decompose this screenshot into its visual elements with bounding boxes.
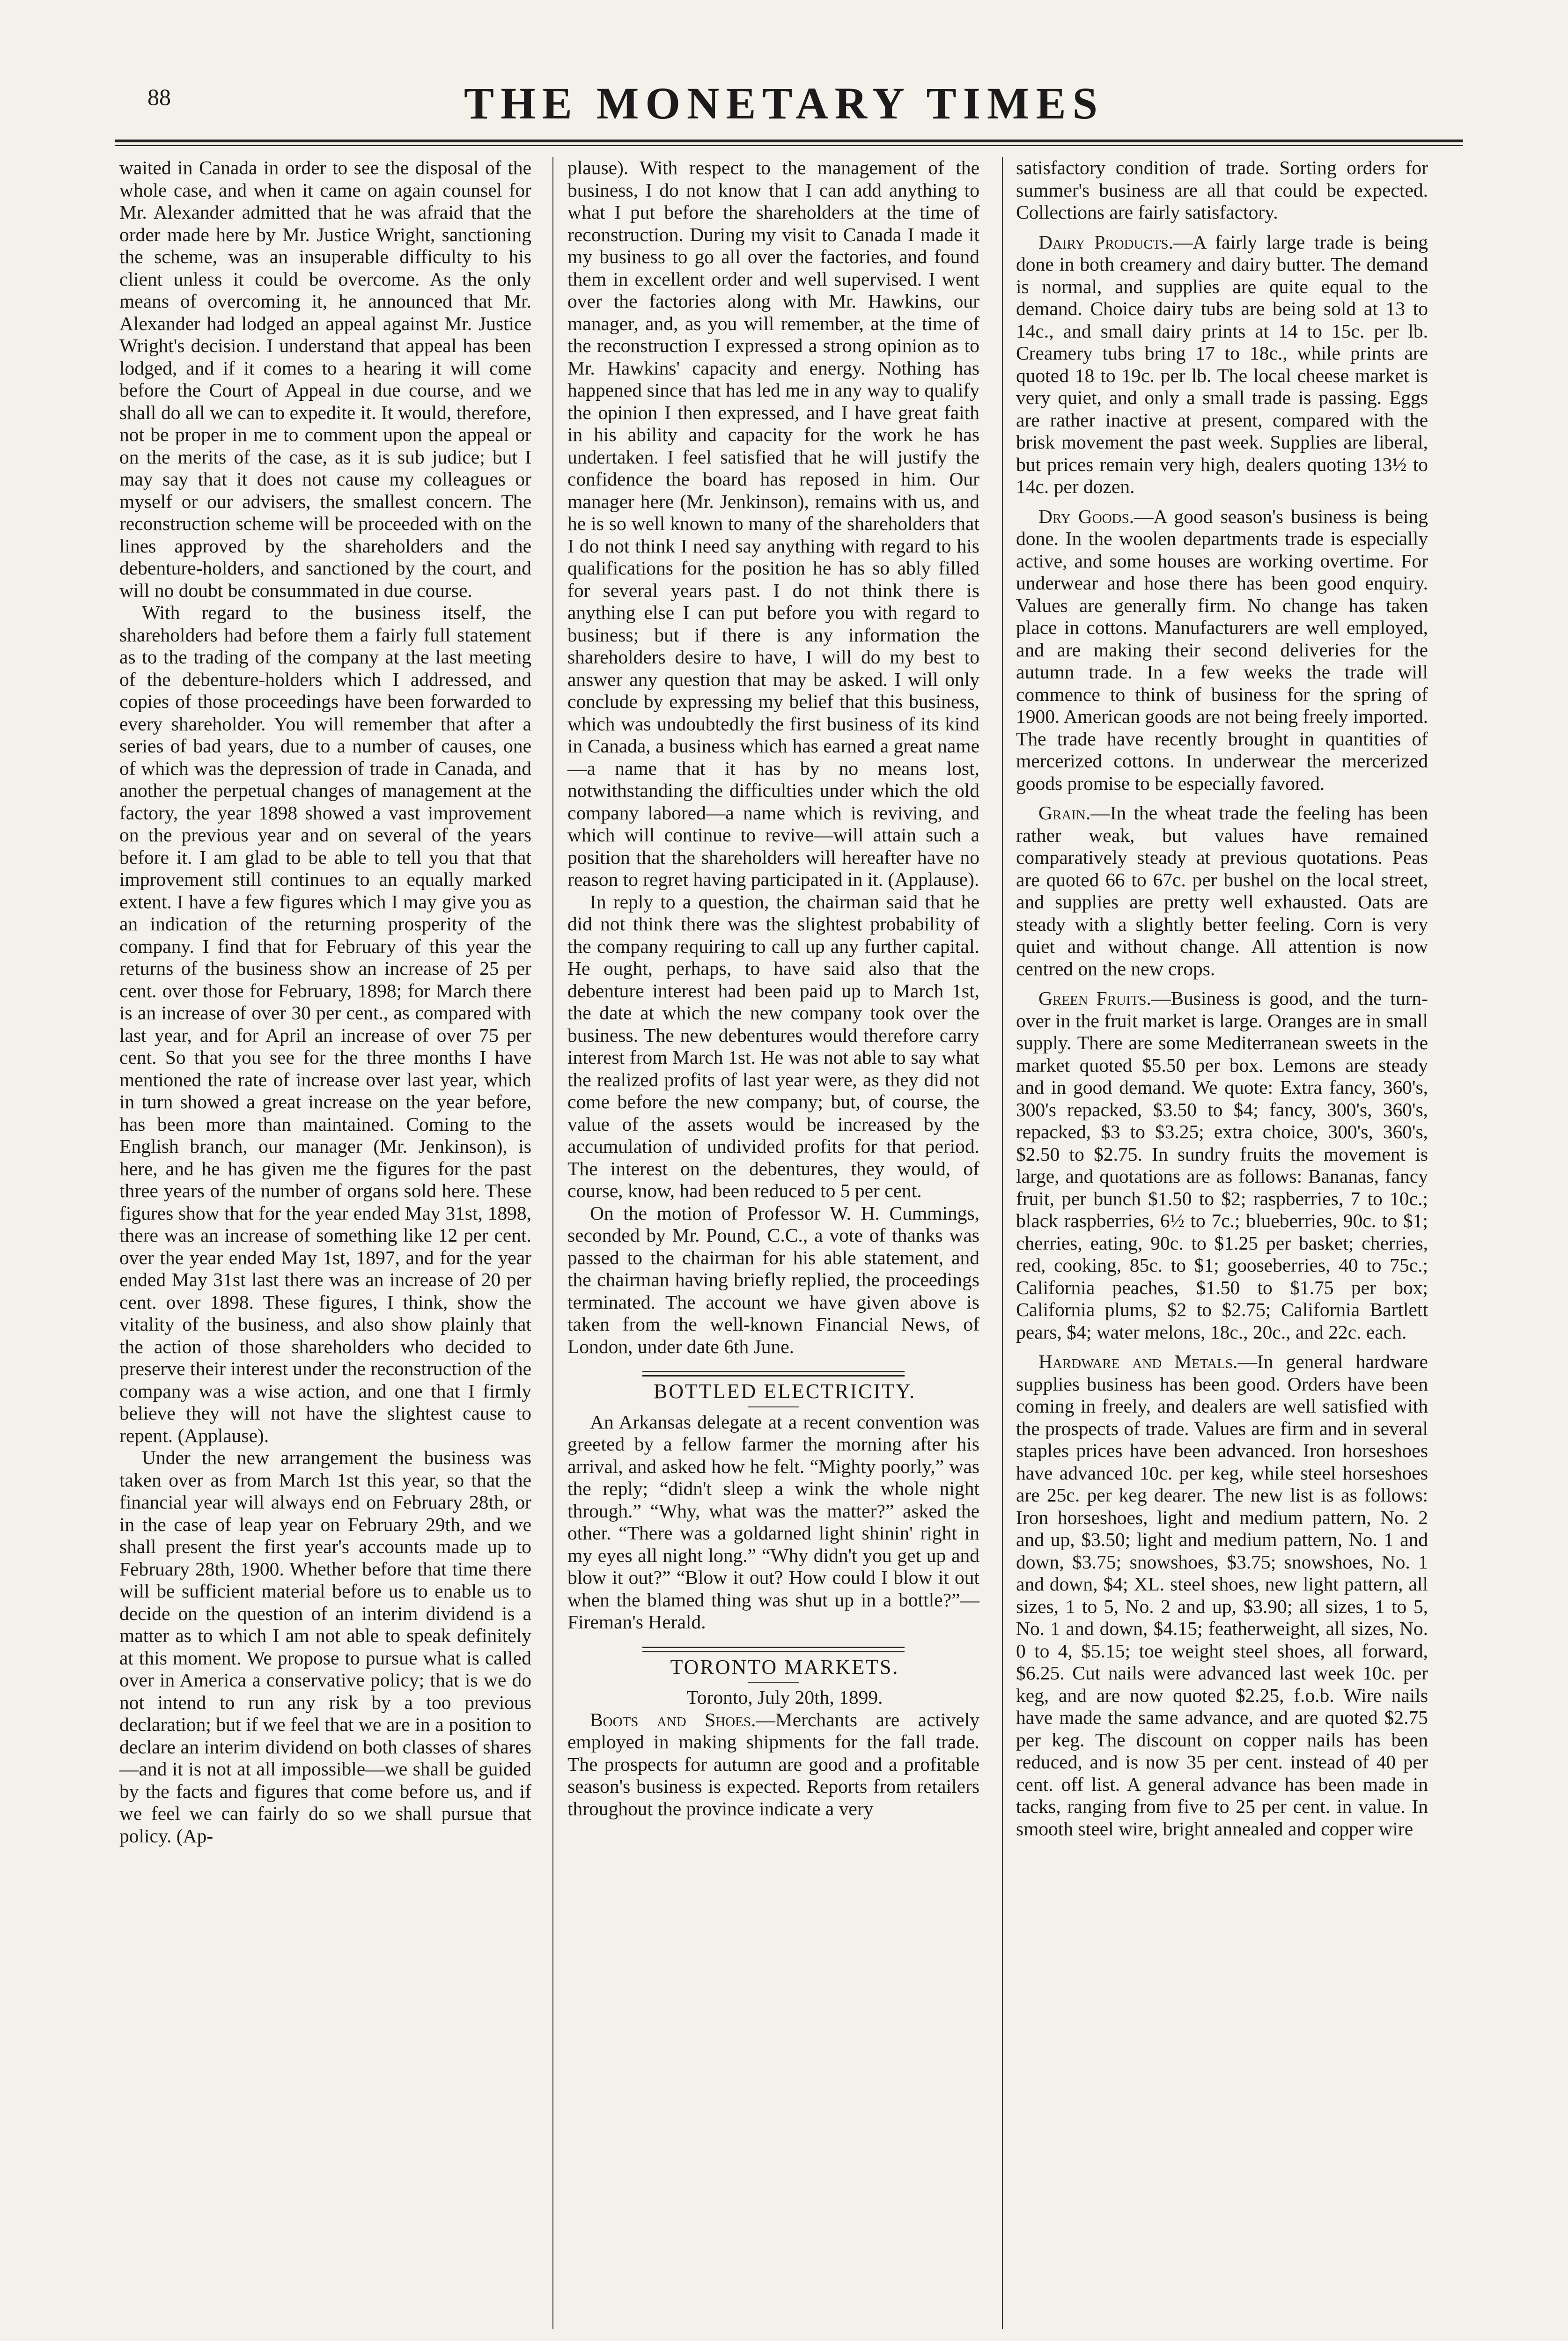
section-text: —In the wheat trade the feeling has been rather weak, but values have remained comparatively steady at previous quotations. Peas are quoted 66 to 67c. per bushel on the local street, and supplies are pretty well exhausted. Oats are steady with a slightly better feeling. Corn is very quiet and without change. All attention is now centred on the new crops. — [1016, 802, 1428, 979]
section-label: Dry Goods. — [1038, 505, 1134, 527]
section-text: —Merchants are actively employed in making shipments for the fall trade. The prospects for autumn are good and a profitable season's business is expected. Reports from retailers throughout the province indicate a very — [567, 1708, 979, 1819]
paragraph — [1016, 231, 1428, 498]
column-2 — [567, 157, 979, 1820]
paragraph: satisfactory condition of trade. Sorting orders for summer's business are all that could be expected. Collections are fairly satisfactory. — [1016, 157, 1428, 223]
section-label: Dairy Products. — [1038, 231, 1174, 253]
paragraph: With regard to the business itself, the shareholders had before them a fairly full statement as to the trading of the company at the last meeting of the debenture-holders which I addressed, and copies of those proceedings have been forwarded to every shareholder. You will remember that after a series of bad years, due to a number of causes, one of which was the depression of trade in Canada, and another the perpetual changes of management at the factory, the year 1898 showed a vast improvement on the previous year and on several of the years before it. I am glad to be able to tell you that that improvement still continues to an equally marked extent. I have a few figures which I may give you as an indication of the returning prosperity of the company. I find that for February of this year the returns of the business show an increase of 25 per cent. over those for February, 1898; for March there is an increase of over 30 per cent., as compared with last year, and for April an increase of over 75 per cent. So that you see for the three months I have mentioned the rate of increase over last year, which in turn showed a great increase on the year before, has been more than maintained. Coming to the English branch, our manager (Mr. Jenkinson), is here, and he has given me the figures for the past three years of the number of organs sold here. These figures show that for the year ended May 31st, 1898, there was an increase of something like 12 per cent. over the year ended May 1st, 1897, and for the year ended May 31st last there was an increase of 20 per cent. over 1898. These figures, I think, show the vitality of the business, and also show plainly that the action of those shareholders who decided to preserve their interest under the reconstruction of the company was a wise action, and one that I firmly believe they will not have the slightest cause to repent. (Applause). — [119, 602, 531, 1446]
paragraph: waited in Canada in order to see the disposal of the whole case, and when it came on again counsel for Mr. Alexander admitted that he was afraid that the order made here by Mr. Justice Wright, sanctioning the scheme, was an insuperable difficulty to his client unless it could be overcome. As the only means of overcoming it, he announced that Mr. Alexander had lodged an appeal against Mr. Justice Wright's decision. I understand that appeal has been lodged, and if it comes to a hearing it will come before the Court of Appeal in due course, and we shall do all we can to expedite it. It would, therefore, not be proper in me to comment upon the appeal or on the merits of the case, as it is sub judice; but I may say that it does not cause my colleagues or myself or our advisers, the smallest concern. The reconstruction scheme will be proceeded with on the lines approved by the shareholders and the debenture-holders, and sanctioned by the court, and will no doubt be consummated in due course. — [119, 157, 531, 601]
paragraph — [1016, 1351, 1428, 1840]
dateline: Toronto, July 20th, 1899. — [686, 1686, 883, 1708]
paragraph — [1016, 802, 1428, 980]
heading-rule — [748, 1682, 799, 1683]
section-text: —A fairly large trade is being done in both creamery and dairy butter. The demand is normal, and supplies are quite equal to the demand. Choice dairy tubs are being sold at 13 to 14c., and small dairy prints at 14 to 15c. per lb. Creamery tubs bring 17 to 18c., while prints are quoted 18 to 19c. per lb. The local cheese market is very quiet, and only a small trade is passing. Eggs are rather inactive at present, compared with the brisk movement the past week. Supplies are liberal, but prices remain very high, dealers quoting 13½ to 14c. per dozen. — [1016, 231, 1428, 497]
article-heading: TORONTO MARKETS. — [670, 1655, 899, 1678]
column-divider — [552, 157, 553, 2329]
section-rule — [642, 1647, 905, 1652]
section-label: Boots and Shoes. — [590, 1708, 756, 1730]
paragraph: Under the new arrangement the business was taken over as from March 1st this year, so that the financial year will always end on February 28th, or in the case of leap year on February 29th, and we shall present the first year's accounts made up to February 28th, 1900. Whether before that time there will be sufficient material before us to enable us to decide on the question of an interim dividend is a matter as to which I am not able to speak definitely at this moment. We propose to pursue what is called over in America a conservative policy; that is we do not intend to run any risk by a too previous declaration; but if we feel that we are in a position to declare an interim dividend on both classes of shares—and it is not at all impossible—we shall be guided by the facts and figures that come before us, and if we feel we can fairly do so we shall pursue that policy. (Ap- — [119, 1447, 531, 1847]
masthead: THE MONETARY TIMES — [464, 78, 1104, 128]
column-1 — [119, 157, 531, 1847]
paragraph: plause). With respect to the management of the business, I do not know that I can add anything to what I put before the shareholders at the time of reconstruction. During my visit to Canada I made it my business to go all over the factories, and found them in excellent order and well supervised. I went over the factories along with Mr. Hawkins, our manager, and, as you will remember, at the time of the reconstruction I expressed a strong opinion as to Mr. Hawkins' capacity and energy. Nothing has happened since that has led me in any way to qualify the opinion I then expressed, and I have great faith in his ability and capacity for the work he has undertaken. I feel satisfied that he will justify the confidence the board has reposed in him. Our manager here (Mr. Jenkinson), remains with us, and he is so well known to many of the shareholders that I do not think I need say anything with regard to his qualifications for the position he has so ably filled for several years past. I do not think there is anything else I can put before you with regard to business; but if there is any information the shareholders desire to have, I will do my best to answer any question that may be asked. I will only conclude by expressing my belief that this business, which was undoubtedly the first business of its kind in Canada, a business which has earned a great name—a name that it has by no means lost, notwithstanding the difficulties under which the old company labored—a name which is reviving, and which will continue to revive—will attain such a position that the shareholders will hereafter have no reason to regret having participated in it. (Applause). — [567, 157, 979, 890]
section-label: Hardware and Metals. — [1038, 1351, 1238, 1372]
section-label: Grain. — [1038, 802, 1091, 824]
heading-rule — [748, 1406, 799, 1407]
header-rule — [115, 140, 1463, 142]
paragraph: In reply to a question, the chairman said that he did not think there was the slightest probability of the company requiring to call up any further capital. He ought, perhaps, to have said also that the debenture interest had been paid up to March 1st, the date at which the new company took over the business. The new debentures would therefore carry interest from March 1st. He was not able to say what the realized profits of last year were, as they did not come before the new company; but, of course, the value of the assets would be increased by the accumulation of undivided profits for that period. The interest on the debentures, they would, of course, know, had been reduced to 5 per cent. — [567, 891, 979, 1201]
section-text: —A good season's business is being done. In the woolen departments trade is especially active, and some houses are working overtime. For underwear and hose there has been good enquiry. Values are generally firm. No change has taken place in cottons. Manufacturers are well employed, and are making their second deliveries for the autumn trade. In a few weeks the trade will commence to think of business for the spring of 1900. American goods are not being freely imported. The trade have recently brought in quantities of mercerized cottons. In underwear the mercerized goods promise to be especially favored. — [1016, 505, 1428, 794]
paragraph — [567, 1709, 979, 1820]
section-rule — [642, 1371, 905, 1377]
paragraph: On the motion of Professor W. H. Cummings, seconded by Mr. Pound, C.C., a vote of thanks was passed to the chairman for his able statement, and the chairman having briefly replied, the proceedings terminated. The account we have given above is taken from the well-known Financial News, of London, under date 6th June. — [567, 1202, 979, 1357]
paragraph: An Arkansas delegate at a recent convention was greeted by a fellow farmer the morning after his arrival, and asked how he felt. “Mighty poorly,” was the reply; “didn't sleep a wink the whole night through.” “Why, what was the matter?” asked the other. “There was a goldarned light shinin' right in my eyes all night long.” “Why didn't you get up and blow it out?” “Blow it out? How could I blow it out when the blamed thing was shut up in a bottle?”—Fireman's Herald. — [567, 1411, 979, 1633]
article-heading: BOTTLED ELECTRICITY. — [653, 1380, 916, 1403]
column-3 — [1016, 157, 1428, 1840]
column-divider — [1002, 157, 1003, 2329]
header-rule-thin — [115, 145, 1463, 146]
page-number: 88 — [147, 84, 171, 110]
paragraph — [1016, 987, 1428, 1343]
paragraph — [1016, 506, 1428, 795]
section-text: —In general hardware supplies business has been good. Orders have been coming in freely, and dealers are well satisfied with the prospects of trade. Values are firm and in several staples prices have been advanced. Iron horseshoes have advanced 10c. per keg, while steel horseshoes are 25c. per keg dearer. The new list is as follows: Iron horseshoes, light and medium pattern, No. 2 and up, $3.50; light and medium pattern, No. 1 and down, $3.75; snowshoes, $3.75; snowshoes, No. 1 and down, $4; XL. steel shoes, new light pattern, all sizes, 1 to 5, No. 2 and up, $3.90; all sizes, 1 to 5, No. 1 and down, $4.15; featherweight, all sizes, No. 0 to 4, $5.15; toe weight steel shoes, all forward, $6.25. Cut nails were advanced last week 10c. per keg, and are now quoted $2.25, f.o.b. Wire nails have made the same advance, and are quoted $2.75 per keg. The discount on copper nails has been reduced, and is now 35 per cent. instead of 40 per cent. off list. A general advance has been made in tacks, ranging from five to 25 per cent. in value. In smooth steel wire, bright annealed and copper wire — [1016, 1351, 1428, 1840]
section-label: Green Fruits. — [1038, 987, 1151, 1009]
section-text: —Business is good, and the turn-over in the fruit market is large. Oranges are in small supply. There are some Mediterranean sweets in the market quoted $5.50 per box. Lemons are steady and in good demand. We quote: Extra fancy, 360's, 300's repacked, $3.50 to $4; fancy, 300's, 360's, repacked, $3 to $3.25; extra choice, 300's, 360's, $2.50 to $2.75. In sundry fruits the movement is large, and quotations are as follows: Bananas, fancy fruit, per bunch $1.50 to $2; raspberries, 7 to 10c.; black raspberries, 6½ to 7c.; blueberries, 90c. to $1; cherries, eating, 90c. to $1.25 per basket; cherries, red, cooking, 85c. to $1; gooseberries, 40 to 75c.; California peaches, $1.50 to $1.75 per box; California plums, $2 to $2.75; California Bartlett pears, $4; water melons, 18c., 20c., and 22c. each. — [1016, 987, 1428, 1343]
